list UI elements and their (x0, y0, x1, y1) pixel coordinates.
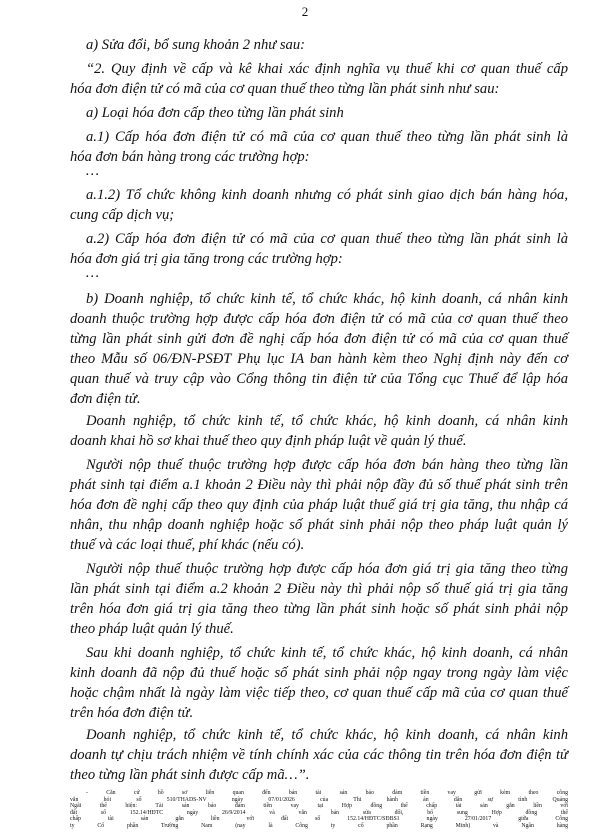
text-line: hóa đơn bán hàng trong các trường hợp: (70, 149, 310, 165)
text-line: phát sinh tại điểm a.1 khoản 2 Điều này thì phải nộp đầy đủ số thuế phát sinh trên (70, 477, 568, 493)
text-line: a.1) Cấp hóa đơn điện tử có mã của cơ quan thuế theo từng lần phát sinh là (86, 129, 568, 145)
text-line: doanh thuộc trường hợp được cấp hóa đơn điện tử có mã của cơ quan thuế theo (70, 311, 568, 327)
text-line: trên hóa đơn giá trị gia tăng theo từng lần phát sinh hoặc số phát sinh phải nộp (70, 601, 568, 617)
text-line: cung cấp dịch vụ; (70, 207, 175, 223)
text-line: a) Sửa đổi, bổ sung khoản 2 như sau: (86, 37, 306, 53)
text-line: a) Loại hóa đơn cấp theo từng lần phát sinh (86, 105, 344, 121)
text-line: theo Mẫu số 06/ĐN-PSĐT Phụ lục IA ban hành kèm theo Nghị định này đến cơ (70, 351, 568, 367)
text-line: Doanh nghiệp, tổ chức kinh tế, tổ chức khác, hộ kinh doanh, cá nhân kinh (86, 727, 568, 743)
text-line: trên hóa đơn điện tử. (70, 705, 194, 721)
text-line: Doanh nghiệp, tổ chức kinh tế, tổ chức khác, hộ kinh doanh, cá nhân kinh (86, 413, 568, 429)
text-line: ty Cổ phần Trường Nam (nay là Công ty cổ phần Rạng Minh) và Ngân hàng (70, 823, 568, 829)
text-line: doanh khai hồ sơ khai thuế theo quy định pháp luật về quản lý thuế. (70, 433, 467, 449)
text-line: theo từng lần phát sinh được cấp mã…”. (70, 767, 310, 783)
text-line: … (86, 163, 99, 179)
text-line: hoặc chậm nhất là ngày làm việc tiếp theo, cơ quan thuế cấp mã của cơ quan thuế (70, 685, 568, 701)
text-line: văn hỏi số 510/THADS-NV ngày 07/01/2026 của Thi hành án dân sự tỉnh Quảng (70, 796, 568, 803)
text-line: đất số 152.14/HĐTC ngày 26/9/2014 và văn bản sửa đổi, bổ sung Hợp đồng thế (70, 809, 568, 816)
text-line: Ngãi thể hiện: Tài sản bảo đảm tiền vay tại Hợp đồng thế chấp tài sản gắn liền với (70, 803, 568, 810)
text-line: a.2) Cấp hóa đơn điện tử có mã của cơ quan thuế theo từng lần phát sinh là (86, 231, 568, 247)
text-line: lần phát sinh tại điểm a.2 khoản 2 Điều này thì phải nộp số thuế giá trị gia tăng (70, 581, 568, 597)
text-line: hóa đơn điện tử có mã của cơ quan thuế theo từng lần phát sinh như sau: (70, 81, 500, 97)
text-line: hóa đơn đề nghị cấp theo quy định của pháp luật thuế giá trị gia tăng, thu nhập cá (70, 497, 568, 513)
text-line: - Căn cứ hồ sơ liên quan đến bán tài sản bảo đảm tiền vay gửi kèm theo công (86, 790, 568, 796)
text-line: Sau khi doanh nghiệp, tổ chức kinh tế, tổ chức khác, hộ kinh doanh, cá nhân (86, 645, 568, 661)
text-line: từng lần phát sinh gửi đơn đề nghị cấp hóa đơn điện tử có mã của cơ quan thuế (70, 331, 568, 347)
text-line: hóa đơn giá trị gia tăng trong các trường hợp: (70, 251, 343, 267)
text-line: … (86, 265, 99, 281)
text-line: theo pháp luật quản lý thuế. (70, 621, 234, 637)
text-line: nhân, thu nhập doanh nghiệp hoặc số phát sinh phải nộp theo pháp luật quản lý (70, 517, 568, 533)
text-line: b) Doanh nghiệp, tổ chức kinh tế, tổ chức khác, hộ kinh doanh, cá nhân kinh (86, 291, 568, 307)
text-line: chấp tài sản gắn liền với đất số 152.14/HĐTC/SĐBS1 ngày 27/01/2017 giữa Công (70, 816, 568, 823)
page-number: 2 (301, 4, 309, 19)
text-line: kinh doanh đã nộp đủ thuế hoặc số phát sinh phải nộp ngay trong ngày làm việc (70, 665, 568, 681)
text-line: thuế và các loại thuế, phí khác (nếu có). (70, 537, 305, 553)
text-line: a.1.2) Tổ chức không kinh doanh nhưng có phát sinh giao dịch bán hàng hóa, (86, 187, 568, 203)
text-line: Người nộp thuế thuộc trường hợp được cấp hóa đơn bán hàng theo từng lần (86, 457, 568, 473)
text-line: “2. Quy định về cấp và kê khai xác định nghĩa vụ thuế khi cơ quan thuế cấp (86, 61, 568, 77)
text-line: doanh tự chịu trách nhiệm về tính chính xác của các thông tin trên hóa đơn điện tử (70, 747, 568, 763)
text-line: đơn điện tử. (70, 391, 141, 407)
text-line: quan thuế và truy cập vào Cổng thông tin điện tử của Tổng cục Thuế để lập hóa (70, 371, 568, 387)
text-line: Người nộp thuế thuộc trường hợp được cấp hóa đơn giá trị gia tăng theo từng (86, 561, 568, 577)
